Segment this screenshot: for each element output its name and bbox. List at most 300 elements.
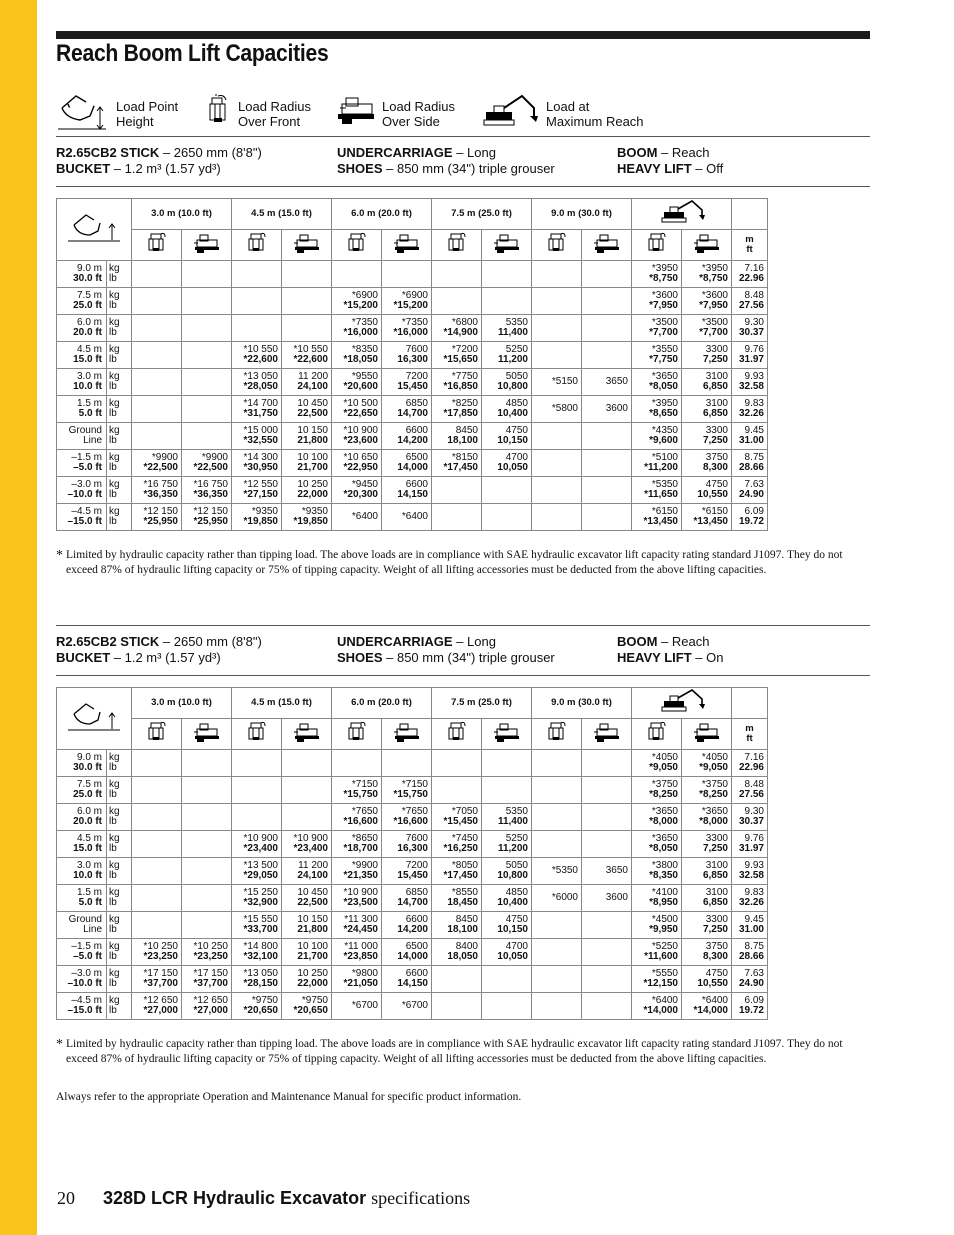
capacity-cell bbox=[632, 504, 682, 531]
capacity-lb: *24,450 bbox=[343, 924, 378, 935]
table-row bbox=[57, 858, 768, 885]
capacity-cell bbox=[232, 369, 282, 396]
unit-lb: lb bbox=[109, 816, 117, 827]
capacity-kg: *16 750 bbox=[193, 478, 228, 490]
capacity-kg: *7350 bbox=[351, 316, 378, 328]
table-row bbox=[57, 885, 768, 912]
capacity-cell bbox=[182, 858, 232, 885]
capacity-lb: *17,450 bbox=[443, 870, 478, 881]
capacity-cell bbox=[282, 261, 332, 288]
capacity-kg: *5350 bbox=[651, 478, 678, 490]
capacity-cell bbox=[182, 831, 232, 858]
capacity-cell bbox=[632, 288, 682, 315]
capacity-kg: *9350 bbox=[301, 505, 328, 517]
capacity-cell bbox=[182, 504, 232, 531]
capacity-kg: 5250 bbox=[505, 832, 528, 844]
capacity-cell bbox=[632, 450, 682, 477]
capacity-cell bbox=[682, 261, 732, 288]
capacity-cell bbox=[432, 993, 482, 1020]
capacity-kg: *10 550 bbox=[293, 343, 328, 355]
capacity-cell bbox=[632, 315, 682, 342]
capacity-kg: 3750 bbox=[705, 940, 728, 952]
reach-ft: 30.37 bbox=[738, 327, 764, 338]
unit-lb: lb bbox=[109, 300, 117, 311]
capacity-cell bbox=[232, 504, 282, 531]
capacity-cell bbox=[382, 450, 432, 477]
capacity-cell bbox=[482, 504, 532, 531]
unit-kg: kg bbox=[109, 940, 120, 952]
radius-header-row bbox=[57, 688, 768, 719]
capacity-lb: 14,200 bbox=[397, 435, 428, 446]
load-radius-front-icon bbox=[632, 230, 682, 261]
capacity-cell bbox=[482, 315, 532, 342]
capacity-cell bbox=[132, 993, 182, 1020]
capacity-cell bbox=[132, 369, 182, 396]
height-imperial: 10.0 ft bbox=[73, 381, 102, 392]
capacity-kg: *7450 bbox=[451, 832, 478, 844]
capacity-lb: *27,000 bbox=[143, 1005, 178, 1016]
capacity-kg: *10 500 bbox=[343, 397, 378, 409]
blank-header bbox=[732, 199, 768, 230]
footnote-text: Limited by hydraulic capacity rather than tipping load. The above loads are in compliance with SAE hydraulic excavator lift capacity rating standard J1097. They do not exceed 87% of hydraulic lifting capacity or 75% of tipping capacity. Weight of all lifting accessories must be deducted from the above lifting capacities. bbox=[66, 549, 843, 576]
capacity-cell bbox=[382, 804, 432, 831]
unit-lb: lb bbox=[109, 327, 117, 338]
capacity-lb: 7,250 bbox=[702, 354, 728, 365]
capacity-cell bbox=[182, 342, 232, 369]
capacity-lb: 22,500 bbox=[297, 408, 328, 419]
capacity-lb: *8,750 bbox=[699, 273, 728, 284]
capacity-cell bbox=[432, 885, 482, 912]
capacity-cell bbox=[182, 993, 232, 1020]
reach-m: 7.16 bbox=[744, 262, 764, 274]
capacity-cell bbox=[582, 912, 632, 939]
capacity-cell bbox=[332, 939, 382, 966]
capacity-lb: *8,350 bbox=[649, 870, 678, 881]
capacity-cell bbox=[482, 396, 532, 423]
capacity-cell bbox=[232, 315, 282, 342]
capacity-lb: *21,050 bbox=[343, 978, 378, 989]
footer-model: 328D LCR Hydraulic Excavator bbox=[103, 1188, 367, 1208]
reach-ft: 32.26 bbox=[738, 408, 764, 419]
capacity-cell bbox=[282, 450, 332, 477]
unit-lb: lb bbox=[109, 870, 117, 881]
height-metric: 7.5 m bbox=[76, 289, 102, 301]
capacity-kg: *7650 bbox=[401, 805, 428, 817]
capacity-cell bbox=[182, 396, 232, 423]
capacity-lb: *11,200 bbox=[644, 462, 678, 473]
capacity-cell bbox=[482, 450, 532, 477]
capacity-cell bbox=[382, 858, 432, 885]
capacity-lb: 14,000 bbox=[397, 951, 428, 962]
capacity-cell bbox=[632, 423, 682, 450]
capacity-cell bbox=[132, 423, 182, 450]
table-row bbox=[57, 939, 768, 966]
height-metric: –4.5 m bbox=[71, 505, 102, 517]
capacity-cell bbox=[532, 750, 582, 777]
capacity-lb: 10,050 bbox=[497, 951, 528, 962]
capacity-cell bbox=[182, 477, 232, 504]
capacity-kg: *7150 bbox=[401, 778, 428, 790]
unit-lb: lb bbox=[109, 354, 117, 365]
row-units bbox=[107, 993, 132, 1020]
capacity-cell bbox=[432, 261, 482, 288]
capacity-cell bbox=[382, 261, 432, 288]
capacity-kg: *3800 bbox=[651, 859, 678, 871]
capacity-kg: *3950 bbox=[651, 397, 678, 409]
max-reach-distance bbox=[732, 477, 768, 504]
capacity-cell bbox=[582, 993, 632, 1020]
capacity-kg: 10 450 bbox=[297, 886, 328, 898]
capacity-lb: 8,300 bbox=[702, 951, 728, 962]
capacity-kg: *6150 bbox=[651, 505, 678, 517]
capacity-lb: *13,450 bbox=[693, 516, 728, 527]
max-reach-distance bbox=[732, 315, 768, 342]
capacity-lb: *15,450 bbox=[443, 816, 478, 827]
capacity-lb: *23,850 bbox=[343, 951, 378, 962]
capacity-kg: 6500 bbox=[405, 940, 428, 952]
capacity-cell bbox=[382, 477, 432, 504]
capacity-kg: 5050 bbox=[505, 370, 528, 382]
unit-lb: lb bbox=[109, 897, 117, 908]
capacity-cell bbox=[482, 777, 532, 804]
capacity-cell bbox=[282, 939, 332, 966]
capacity-lb: *23,600 bbox=[343, 435, 378, 446]
capacity-lb: 10,550 bbox=[697, 978, 728, 989]
capacity-kg: *9750 bbox=[301, 994, 328, 1006]
capacity-kg: 3650 bbox=[605, 864, 628, 876]
reach-m: 7.16 bbox=[744, 751, 764, 763]
capacity-kg: *17 150 bbox=[193, 967, 228, 979]
capacity-lb: *11,600 bbox=[644, 951, 678, 962]
capacity-cell bbox=[632, 858, 682, 885]
height-metric: 4.5 m bbox=[76, 343, 102, 355]
row-height-label bbox=[57, 342, 107, 369]
load-radius-side-icon bbox=[582, 230, 632, 261]
reach-ft: 27.56 bbox=[738, 300, 764, 311]
capacity-lb: *22,500 bbox=[193, 462, 228, 473]
capacity-cell bbox=[182, 966, 232, 993]
capacity-kg: 7200 bbox=[405, 859, 428, 871]
capacity-cell bbox=[332, 804, 382, 831]
radius-header: 7.5 m (25.0 ft) bbox=[432, 199, 532, 230]
yellow-sidebar bbox=[0, 0, 37, 1235]
load-point-height-icon bbox=[57, 688, 132, 750]
capacity-kg: *6150 bbox=[701, 505, 728, 517]
capacity-kg: *6400 bbox=[651, 994, 678, 1006]
capacity-lb: 6,850 bbox=[702, 381, 728, 392]
unit-lb: lb bbox=[109, 924, 117, 935]
reach-m: 9.93 bbox=[744, 859, 764, 871]
row-units bbox=[107, 450, 132, 477]
capacity-lb: *16,250 bbox=[443, 843, 478, 854]
table-row bbox=[57, 750, 768, 777]
table-row bbox=[57, 504, 768, 531]
capacity-cell bbox=[682, 831, 732, 858]
capacity-cell bbox=[532, 396, 582, 423]
capacity-cell bbox=[382, 423, 432, 450]
capacity-lb: *20,600 bbox=[343, 381, 378, 392]
height-imperial: –5.0 ft bbox=[73, 951, 102, 962]
capacity-cell bbox=[682, 450, 732, 477]
reach-m: 7.63 bbox=[744, 478, 764, 490]
capacity-kg: *3500 bbox=[701, 316, 728, 328]
footnote-star: * bbox=[56, 1037, 63, 1052]
capacity-kg: *7050 bbox=[451, 805, 478, 817]
height-metric: –1.5 m bbox=[71, 940, 102, 952]
row-height-label bbox=[57, 423, 107, 450]
capacity-cell bbox=[532, 939, 582, 966]
capacity-lb: *30,950 bbox=[243, 462, 278, 473]
row-height-label bbox=[57, 369, 107, 396]
height-imperial: 25.0 ft bbox=[73, 789, 102, 800]
height-imperial: 25.0 ft bbox=[73, 300, 102, 311]
capacity-cell bbox=[232, 288, 282, 315]
capacity-lb: *8,250 bbox=[699, 789, 728, 800]
capacity-kg: 4750 bbox=[705, 478, 728, 490]
page-footer bbox=[57, 1188, 470, 1209]
capacity-lb: 15,450 bbox=[397, 870, 428, 881]
load-radius-side-icon bbox=[682, 230, 732, 261]
capacity-cell bbox=[332, 750, 382, 777]
capacity-cell bbox=[132, 477, 182, 504]
height-imperial: 15.0 ft bbox=[73, 843, 102, 854]
row-units bbox=[107, 423, 132, 450]
row-units bbox=[107, 477, 132, 504]
capacity-cell bbox=[632, 966, 682, 993]
capacity-cell bbox=[682, 396, 732, 423]
unit-kg: kg bbox=[109, 262, 120, 274]
capacity-kg: 3650 bbox=[605, 375, 628, 387]
capacity-cell bbox=[382, 885, 432, 912]
capacity-cell bbox=[232, 477, 282, 504]
footnote-star: * bbox=[56, 548, 63, 563]
capacity-lb: *27,000 bbox=[193, 1005, 228, 1016]
height-metric: –3.0 m bbox=[71, 967, 102, 979]
capacity-cell bbox=[632, 396, 682, 423]
capacity-cell bbox=[132, 504, 182, 531]
capacity-cell bbox=[482, 966, 532, 993]
radius-header: 6.0 m (20.0 ft) bbox=[332, 199, 432, 230]
capacity-lb: *21,350 bbox=[343, 870, 378, 881]
capacity-lb: *16,600 bbox=[393, 816, 428, 827]
unit-header bbox=[732, 719, 768, 750]
capacity-cell bbox=[532, 477, 582, 504]
capacity-kg: 4850 bbox=[505, 397, 528, 409]
capacity-cell bbox=[432, 450, 482, 477]
capacity-cell bbox=[482, 939, 532, 966]
capacity-cell bbox=[132, 912, 182, 939]
reach-ft: 19.72 bbox=[738, 1005, 764, 1016]
capacity-lb: *22,650 bbox=[343, 408, 378, 419]
capacity-cell bbox=[182, 261, 232, 288]
capacity-cell bbox=[182, 369, 232, 396]
capacity-cell bbox=[382, 396, 432, 423]
stick-label: R2.65CB2 STICK bbox=[56, 634, 160, 649]
height-metric: 1.5 m bbox=[76, 886, 102, 898]
row-units bbox=[107, 885, 132, 912]
reach-ft: 31.97 bbox=[738, 843, 764, 854]
capacity-kg: 10 450 bbox=[297, 397, 328, 409]
capacity-cell bbox=[532, 885, 582, 912]
reach-m: 9.93 bbox=[744, 370, 764, 382]
capacity-cell bbox=[532, 966, 582, 993]
capacity-kg: *7650 bbox=[351, 805, 378, 817]
capacity-cell bbox=[332, 858, 382, 885]
capacity-cell bbox=[632, 885, 682, 912]
capacity-cell bbox=[682, 804, 732, 831]
capacity-kg: *3600 bbox=[651, 289, 678, 301]
unit-kg: kg bbox=[109, 316, 120, 328]
reach-m: 7.63 bbox=[744, 967, 764, 979]
capacity-kg: *4100 bbox=[651, 886, 678, 898]
capacity-lb: *7,700 bbox=[649, 327, 678, 338]
table-row bbox=[57, 450, 768, 477]
capacity-cell bbox=[632, 369, 682, 396]
height-metric: 7.5 m bbox=[76, 778, 102, 790]
unit-kg: kg bbox=[109, 751, 120, 763]
capacity-lb: 24,100 bbox=[297, 381, 328, 392]
legend-item-load-radius-front bbox=[208, 94, 311, 134]
unit-lb: lb bbox=[109, 789, 117, 800]
load-radius-front-icon bbox=[132, 719, 182, 750]
capacity-kg: *4500 bbox=[651, 913, 678, 925]
radius-header: 9.0 m (30.0 ft) bbox=[532, 199, 632, 230]
capacity-cell bbox=[482, 261, 532, 288]
capacity-cell bbox=[182, 885, 232, 912]
icon-legend bbox=[56, 94, 870, 136]
row-height-label bbox=[57, 261, 107, 288]
height-metric: –3.0 m bbox=[71, 478, 102, 490]
capacity-cell bbox=[382, 966, 432, 993]
capacity-cell bbox=[482, 858, 532, 885]
section-divider bbox=[56, 136, 870, 137]
capacity-kg: 11 200 bbox=[298, 370, 328, 382]
capacity-cell bbox=[382, 504, 432, 531]
reach-m: 9.45 bbox=[744, 913, 764, 925]
capacity-lb: *8,750 bbox=[649, 273, 678, 284]
capacity-lb: *9,050 bbox=[649, 762, 678, 773]
capacity-kg: *11 300 bbox=[344, 913, 378, 925]
load-point-height-icon bbox=[56, 94, 110, 136]
table-row bbox=[57, 912, 768, 939]
reach-m: 9.30 bbox=[744, 316, 764, 328]
capacity-cell bbox=[232, 342, 282, 369]
max-reach-distance bbox=[732, 261, 768, 288]
reach-m: 8.48 bbox=[744, 778, 764, 790]
capacity-kg: *7750 bbox=[451, 370, 478, 382]
capacity-cell bbox=[132, 315, 182, 342]
capacity-cell bbox=[132, 804, 182, 831]
row-height-label bbox=[57, 396, 107, 423]
capacity-kg: 4750 bbox=[505, 424, 528, 436]
shoes-value: – 850 mm (34") triple grouser bbox=[382, 650, 555, 665]
row-height-label bbox=[57, 885, 107, 912]
height-metric: 1.5 m bbox=[76, 397, 102, 409]
capacity-cell bbox=[232, 858, 282, 885]
capacity-cell bbox=[282, 777, 332, 804]
load-radius-side-icon bbox=[382, 719, 432, 750]
capacity-lb: *17,450 bbox=[443, 462, 478, 473]
capacity-lb: *25,950 bbox=[193, 516, 228, 527]
capacity-cell bbox=[582, 858, 632, 885]
row-height-label bbox=[57, 831, 107, 858]
capacity-kg: *12 650 bbox=[193, 994, 228, 1006]
capacity-lb: *16,000 bbox=[343, 327, 378, 338]
capacity-lb: 14,000 bbox=[397, 462, 428, 473]
capacity-kg: *6400 bbox=[401, 510, 428, 522]
capacity-cell bbox=[632, 342, 682, 369]
height-metric: 6.0 m bbox=[76, 316, 102, 328]
capacity-lb: *15,650 bbox=[443, 354, 478, 365]
capacity-lb: 14,150 bbox=[397, 489, 428, 500]
shoes-label: SHOES bbox=[337, 161, 383, 176]
max-reach-distance bbox=[732, 288, 768, 315]
capacity-cell bbox=[382, 939, 432, 966]
capacity-kg: *10 250 bbox=[143, 940, 178, 952]
reach-ft: 22.96 bbox=[738, 762, 764, 773]
capacity-cell bbox=[632, 477, 682, 504]
max-reach-distance bbox=[732, 750, 768, 777]
capacity-kg: *10 900 bbox=[293, 832, 328, 844]
capacity-cell bbox=[632, 993, 682, 1020]
capacity-lb: *15,200 bbox=[393, 300, 428, 311]
capacity-lb: 22,500 bbox=[297, 897, 328, 908]
unit-lb: lb bbox=[109, 462, 117, 473]
load-radius-front-icon bbox=[632, 719, 682, 750]
capacity-lb: 16,300 bbox=[397, 843, 428, 854]
row-height-label bbox=[57, 939, 107, 966]
row-units bbox=[107, 966, 132, 993]
capacity-cell bbox=[482, 369, 532, 396]
legend-line1: Load Point bbox=[116, 99, 179, 114]
unit-header bbox=[732, 230, 768, 261]
capacity-kg: 4750 bbox=[705, 967, 728, 979]
capacity-lb: *23,400 bbox=[243, 843, 278, 854]
load-radius-front-icon bbox=[332, 230, 382, 261]
capacity-kg: *3650 bbox=[701, 805, 728, 817]
footnote bbox=[56, 548, 856, 578]
capacity-kg: 5350 bbox=[505, 316, 528, 328]
capacity-cell bbox=[532, 858, 582, 885]
capacity-cell bbox=[232, 885, 282, 912]
capacity-kg: 4700 bbox=[505, 940, 528, 952]
row-height-label bbox=[57, 750, 107, 777]
capacity-cell bbox=[332, 315, 382, 342]
height-imperial: –15.0 ft bbox=[67, 1005, 102, 1016]
reach-ft: 32.58 bbox=[738, 381, 764, 392]
unit-lb: lb bbox=[109, 435, 117, 446]
max-reach-excavator-icon bbox=[632, 199, 732, 230]
heavy-lift-value: – On bbox=[691, 650, 724, 665]
legend-item-load-point-height bbox=[56, 94, 178, 136]
capacity-lb: *13,450 bbox=[643, 516, 678, 527]
capacity-cell bbox=[482, 750, 532, 777]
capacity-cell bbox=[582, 423, 632, 450]
row-units bbox=[107, 369, 132, 396]
load-radius-side-icon bbox=[582, 719, 632, 750]
legend-item-load-radius-side bbox=[338, 94, 455, 132]
max-reach-distance bbox=[732, 858, 768, 885]
capacity-lb: *23,250 bbox=[193, 951, 228, 962]
max-reach-distance bbox=[732, 342, 768, 369]
height-imperial: 20.0 ft bbox=[73, 327, 102, 338]
reach-ft: 31.97 bbox=[738, 354, 764, 365]
row-height-label bbox=[57, 504, 107, 531]
capacity-cell bbox=[132, 396, 182, 423]
capacity-kg: 7600 bbox=[405, 343, 428, 355]
radius-header: 9.0 m (30.0 ft) bbox=[532, 688, 632, 719]
capacity-kg: 5350 bbox=[505, 805, 528, 817]
